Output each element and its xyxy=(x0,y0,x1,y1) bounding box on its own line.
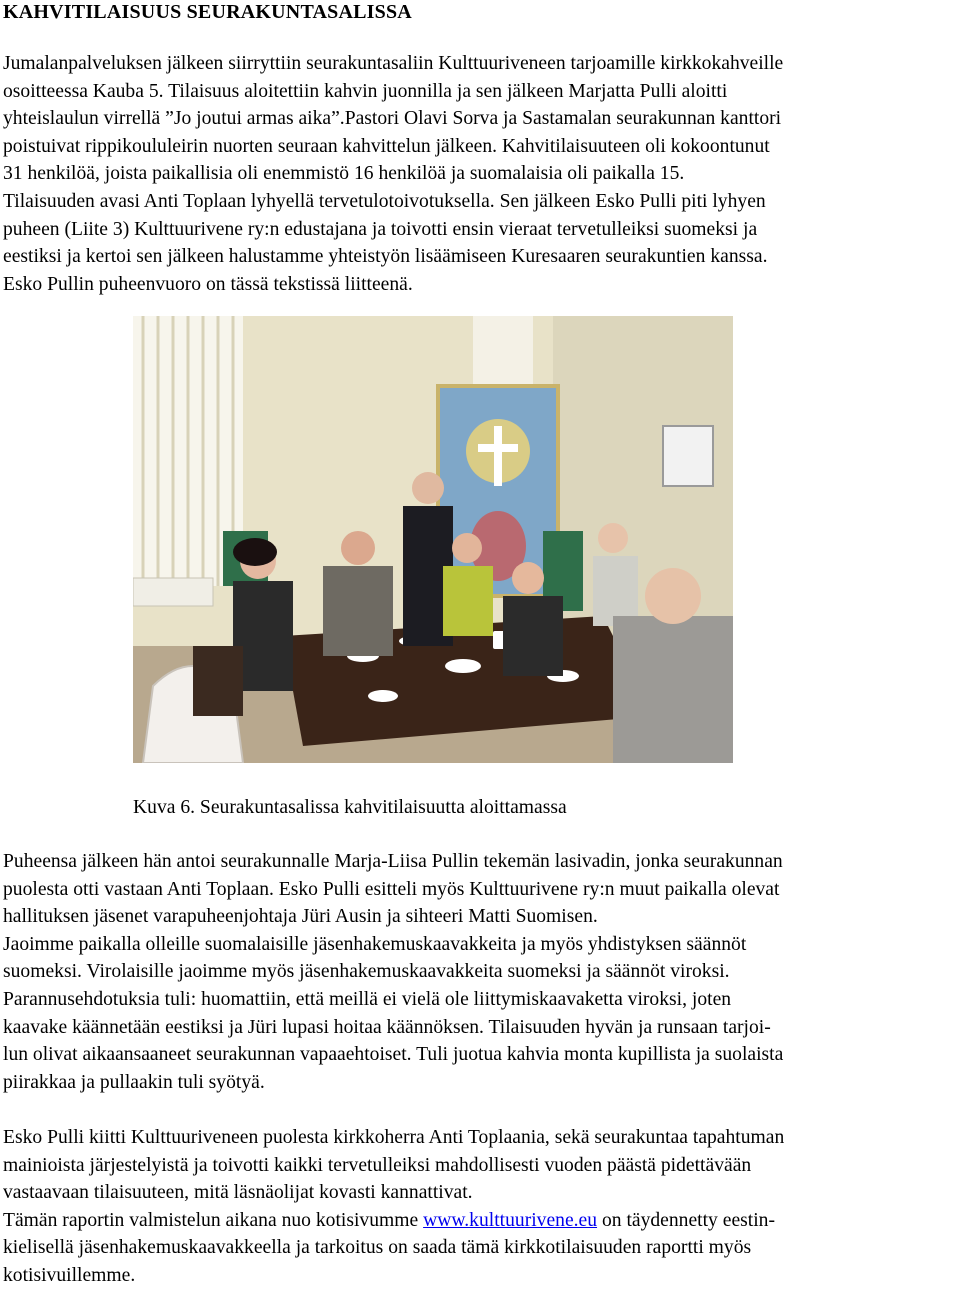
painting-cross-horizontal xyxy=(478,444,518,452)
text-line: lun olivat aikaansaaneet seurakunnan vapaaehtoiset. Tuli juotua kahvia monta kupillista ja suolaista xyxy=(3,1044,784,1066)
text-line: puheen (Liite 3) Kulttuurivene ry:n edustajana ja toivotti ensin vieraat tervetulleiksi suomeksi ja xyxy=(3,218,758,240)
document-title: KAHVITILAISUUS SEURAKUNTASALISSA xyxy=(3,1,412,23)
text-line: eestiksi ja kertoi sen jälkeen halustamme yhteistyön lisäämiseen Kuresaaren seurakuntien kanssa. xyxy=(3,246,768,268)
text-line: hallituksen jäsenet varapuheenjohtaja Jüri Ausin ja sihteeri Matti Suomisen. xyxy=(3,906,598,928)
text-line: yhteislaulun virrellä ”Jo joutui armas aika”.Pastori Olavi Sorva ja Sastamalan seurakunnan kanttori xyxy=(3,108,782,130)
framed-picture xyxy=(663,426,713,486)
woman-green-head xyxy=(452,533,482,563)
elderly-woman xyxy=(593,556,638,626)
old-man-head xyxy=(645,568,701,624)
woman-green xyxy=(443,566,493,636)
text-line: suomeksi. Virolaisille jaoimme myös jäsenhakemuskaavakkeita suomeksi ja säännöt viroksi. xyxy=(3,961,730,983)
text-line: kielisellä jäsenhakemuskaavakkeella ja tarkoitus on saada tämä kirkkotilaisuuden raportti myös xyxy=(3,1237,752,1259)
text-line-with-link xyxy=(3,1207,958,1235)
text-line: mainioista järjestelyistä ja toivotti kaikki tervetulleiksi mahdollisesti vuoden päästä pidettävään xyxy=(3,1154,752,1176)
seated-man xyxy=(323,566,393,656)
link-prefix-text: Tämän raportin valmistelun aikana nuo kotisivumme xyxy=(3,1209,424,1231)
old-man-foreground xyxy=(613,616,733,763)
woman-right-head xyxy=(512,562,544,594)
woman-left-hair xyxy=(233,538,277,566)
text-line: kotisivuillemme. xyxy=(3,1264,136,1286)
chair xyxy=(193,646,243,716)
elderly-woman-head xyxy=(598,523,628,553)
woman-right xyxy=(503,596,563,676)
link-suffix-text: on täydennetty eestin- xyxy=(597,1209,775,1231)
text-line: Parannusehdotuksia tuli: huomattiin, että meillä ei vielä ole liittymiskaavaketta viroksi, joten xyxy=(3,988,732,1010)
website-link[interactable]: www.kulttuurivene.eu xyxy=(423,1209,598,1231)
paragraph-intro xyxy=(3,50,958,298)
figure-caption: Kuva 6. Seurakuntasalissa kahvitilaisuutta aloittamassa xyxy=(133,797,567,818)
text-line: piirakkaa ja pullaakin tuli syötyä. xyxy=(3,1071,265,1093)
paragraph-gift xyxy=(3,848,958,1096)
pastor-head xyxy=(412,472,444,504)
radiator xyxy=(133,578,213,606)
photo-coffee-gathering xyxy=(133,316,733,763)
text-line: Jumalanpalveluksen jälkeen siirryttiin seurakuntasaliin Kulttuuriveneen tarjoamille kirkkokahveille xyxy=(3,53,784,74)
text-line: vastaavaan tilaisuuteen, mitä läsnäolijat kovasti kannattivat. xyxy=(3,1182,473,1204)
document-page xyxy=(3,0,958,1286)
text-line: Jaoimme paikalla olleille suomalaisille jäsenhakemuskaavakkeita ja myös yhdistyksen säännöt xyxy=(3,933,747,955)
painting-cross-vertical xyxy=(494,426,502,486)
text-line: puolesta otti vastaan Anti Toplaan. Esko Pulli esitteli myös Kulttuurivene ry:n muut paikalla olevat xyxy=(3,878,780,900)
text-line: osoitteessa Kauba 5. Tilaisuus aloitettiin kahvin juonnilla ja sen jälkeen Marjatta Pulli aloitti xyxy=(3,80,728,102)
photo-illustration xyxy=(133,316,733,763)
window-blinds xyxy=(143,316,233,586)
text-line: Esko Pullin puheenvuoro on tässä tekstissä liitteenä. xyxy=(3,273,413,295)
text-line: poistuivat rippikoululeirin nuorten seuraan kahvittelun jälkeen. Kahvitilaisuuteen oli kokoontunut xyxy=(3,135,770,157)
text-line: Esko Pulli kiitti Kulttuuriveneen puolesta kirkkoherra Anti Toplaania, sekä seurakuntaa tapahtuman xyxy=(3,1127,785,1148)
paragraph-thanks xyxy=(3,1124,958,1290)
text-line: 31 henkilöä, joista paikallisia oli enemmistö 16 henkilöä ja suomalaisia oli paikalla 15. xyxy=(3,163,685,185)
text-line: Tilaisuuden avasi Anti Toplaan lyhyellä tervetulotoivotuksella. Sen jälkeen Esko Pulli piti lyhyen xyxy=(3,190,766,212)
text-line: kaavake käännetään eestiksi ja Jüri lupasi hoitaa käännöksen. Tilaisuuden hyvän ja runsaan tarjoi- xyxy=(3,1016,771,1038)
seated-man-head xyxy=(341,531,375,565)
text-line: Puheensa jälkeen hän antoi seurakunnalle Marja-Liisa Pullin tekemän lasivadin, jonka seurakunnan xyxy=(3,851,783,872)
